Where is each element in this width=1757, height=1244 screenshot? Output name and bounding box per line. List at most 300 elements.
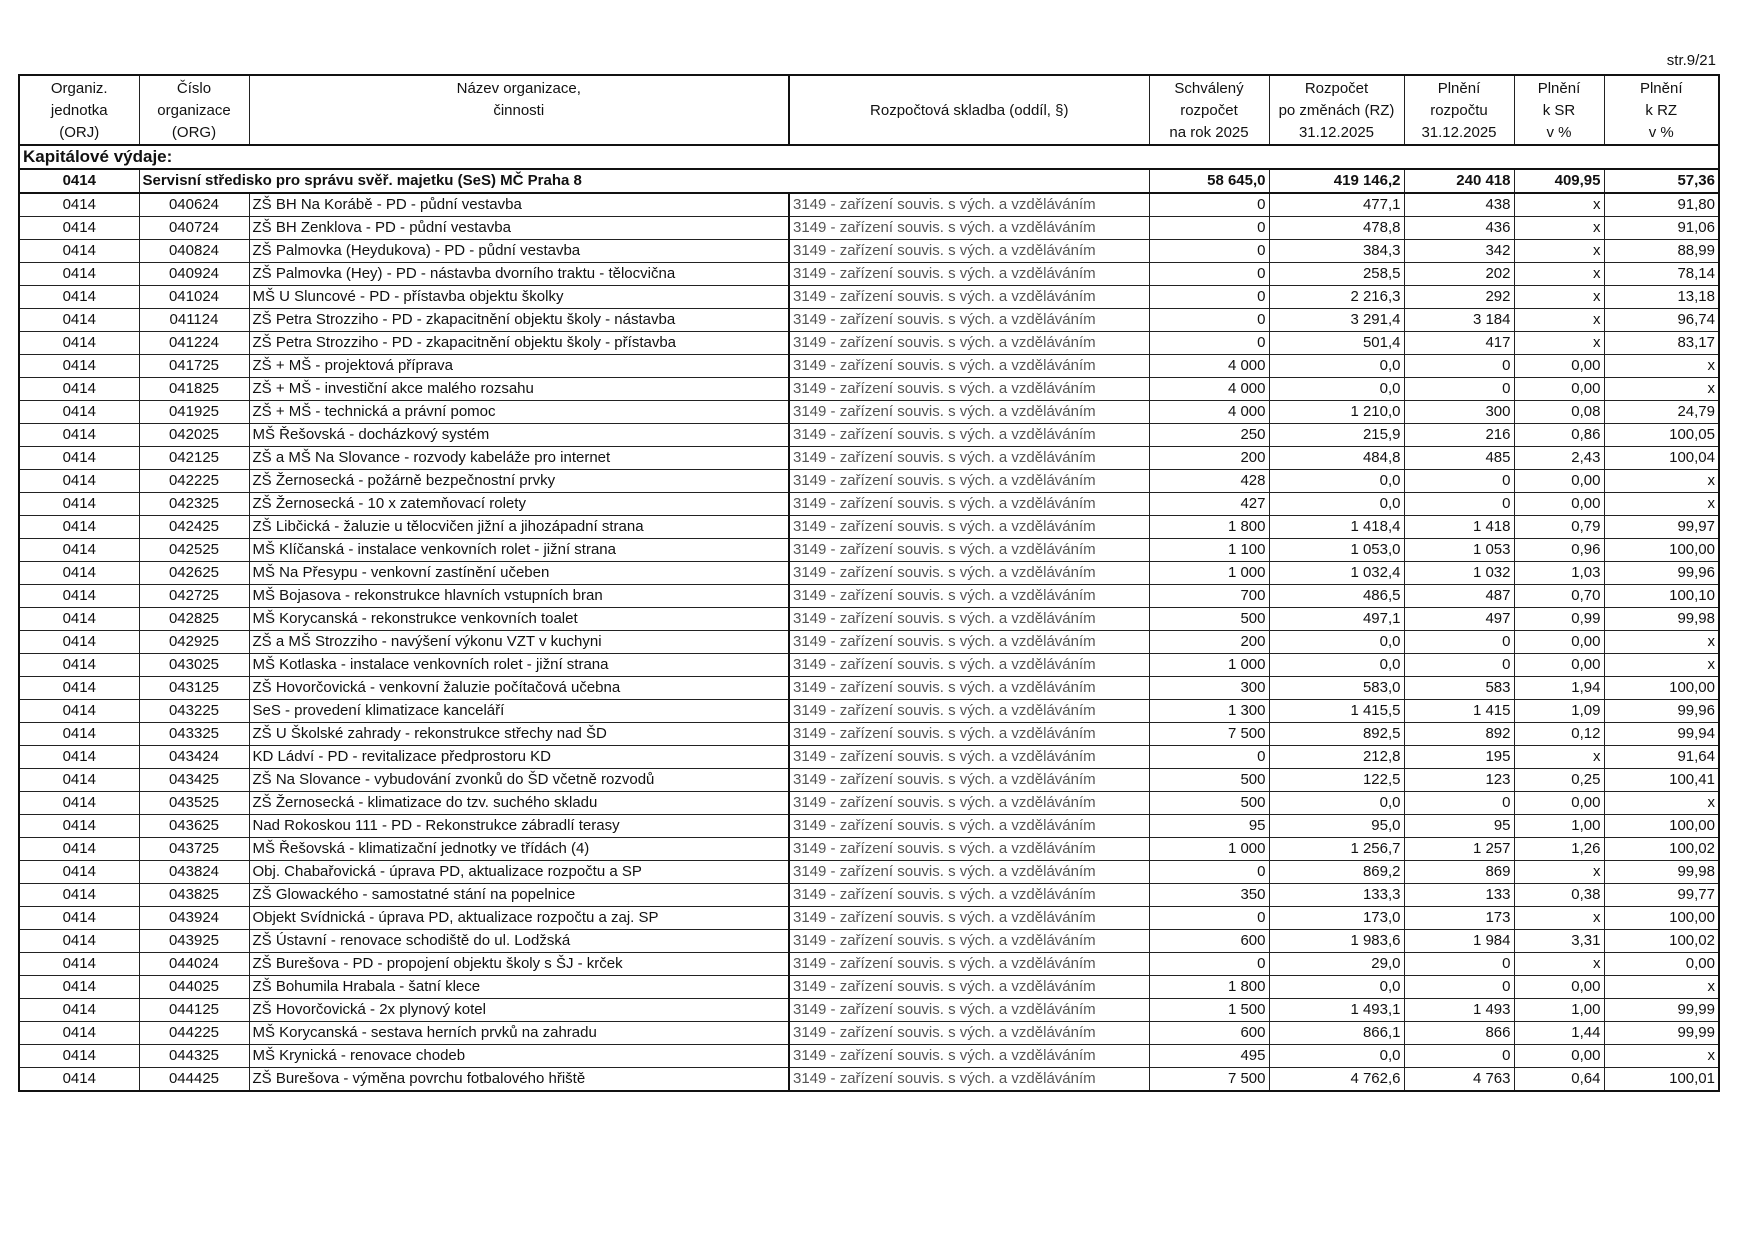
row-plneni-sr: x — [1514, 240, 1604, 263]
row-org: 042625 — [139, 562, 249, 585]
row-name: KD Ládví - PD - revitalizace předprostoru KD — [249, 746, 789, 769]
table-row — [19, 286, 1719, 309]
row-rozpoctova-skladba: 3149 - zařízení souvis. s vých. a vzděláváním — [789, 769, 1149, 792]
row-org: 040924 — [139, 263, 249, 286]
row-rz: 0,0 — [1269, 976, 1404, 999]
row-rozpoctova-skladba: 3149 - zařízení souvis. s vých. a vzděláváním — [789, 1022, 1149, 1045]
row-plneni-rz: 99,99 — [1604, 999, 1719, 1022]
row-orj: 0414 — [19, 654, 139, 677]
row-schvaleny: 0 — [1149, 240, 1269, 263]
row-rz: 1 415,5 — [1269, 700, 1404, 723]
row-org: 041024 — [139, 286, 249, 309]
table-row — [19, 562, 1719, 585]
row-name: MŠ Klíčanská - instalace venkovních rolet - jižní strana — [249, 539, 789, 562]
row-plneni: 0 — [1404, 792, 1514, 815]
row-name: ZŠ Ústavní - renovace schodiště do ul. Lodžská — [249, 930, 789, 953]
row-name: MŠ Řešovská - klimatizační jednotky ve třídách (4) — [249, 838, 789, 861]
row-plneni-sr: 0,96 — [1514, 539, 1604, 562]
row-schvaleny: 95 — [1149, 815, 1269, 838]
row-plneni-rz: 91,64 — [1604, 746, 1719, 769]
row-plneni: 0 — [1404, 953, 1514, 976]
row-rz: 0,0 — [1269, 631, 1404, 654]
row-name: ZŠ BH Na Korábě - PD - půdní vestavba — [249, 193, 789, 217]
row-org: 041825 — [139, 378, 249, 401]
row-plneni-sr: 0,00 — [1514, 493, 1604, 516]
row-plneni-sr: x — [1514, 217, 1604, 240]
row-org: 041725 — [139, 355, 249, 378]
header-rz: Rozpočet po změnách (RZ) 31.12.2025 — [1269, 75, 1404, 145]
row-plneni: 869 — [1404, 861, 1514, 884]
row-plneni: 342 — [1404, 240, 1514, 263]
row-plneni-rz: 78,14 — [1604, 263, 1719, 286]
row-schvaleny: 500 — [1149, 608, 1269, 631]
table-row — [19, 240, 1719, 263]
row-orj: 0414 — [19, 677, 139, 700]
row-name: ZŠ Petra Strozziho - PD - zkapacitnění objektu školy - přístavba — [249, 332, 789, 355]
row-name: ZŠ Libčická - žaluzie u tělocvičen jižní a jihozápadní strana — [249, 516, 789, 539]
row-plneni: 1 032 — [1404, 562, 1514, 585]
row-plneni: 4 763 — [1404, 1068, 1514, 1092]
row-plneni: 1 257 — [1404, 838, 1514, 861]
row-plneni-rz: 100,00 — [1604, 539, 1719, 562]
row-plneni-sr: 0,70 — [1514, 585, 1604, 608]
row-rozpoctova-skladba: 3149 - zařízení souvis. s vých. a vzděláváním — [789, 424, 1149, 447]
row-rozpoctova-skladba: 3149 - zařízení souvis. s vých. a vzděláváním — [789, 355, 1149, 378]
row-rz: 0,0 — [1269, 654, 1404, 677]
table-row — [19, 838, 1719, 861]
row-org: 042125 — [139, 447, 249, 470]
row-name: ZŠ Palmovka (Hey) - PD - nástavba dvorního traktu - tělocvična — [249, 263, 789, 286]
row-orj: 0414 — [19, 193, 139, 217]
row-schvaleny: 1 300 — [1149, 700, 1269, 723]
row-rozpoctova-skladba: 3149 - zařízení souvis. s vých. a vzděláváním — [789, 493, 1149, 516]
row-rz: 1 032,4 — [1269, 562, 1404, 585]
row-rz: 2 216,3 — [1269, 286, 1404, 309]
row-rozpoctova-skladba: 3149 - zařízení souvis. s vých. a vzděláváním — [789, 654, 1149, 677]
row-plneni-sr: 0,25 — [1514, 769, 1604, 792]
row-rz: 1 493,1 — [1269, 999, 1404, 1022]
row-org: 043424 — [139, 746, 249, 769]
row-plneni-rz: 99,94 — [1604, 723, 1719, 746]
row-orj: 0414 — [19, 723, 139, 746]
table-row — [19, 539, 1719, 562]
table-row — [19, 378, 1719, 401]
row-rozpoctova-skladba: 3149 - zařízení souvis. s vých. a vzděláváním — [789, 263, 1149, 286]
row-plneni: 892 — [1404, 723, 1514, 746]
row-schvaleny: 0 — [1149, 746, 1269, 769]
row-rozpoctova-skladba: 3149 - zařízení souvis. s vých. a vzděláváním — [789, 286, 1149, 309]
row-plneni: 173 — [1404, 907, 1514, 930]
row-rozpoctova-skladba: 3149 - zařízení souvis. s vých. a vzděláváním — [789, 677, 1149, 700]
row-org: 043325 — [139, 723, 249, 746]
org-schvaleny: 58 645,0 — [1149, 169, 1269, 193]
row-schvaleny: 7 500 — [1149, 1068, 1269, 1092]
section-title-row — [19, 145, 1719, 169]
row-org: 042425 — [139, 516, 249, 539]
row-rz: 1 053,0 — [1269, 539, 1404, 562]
row-rz: 0,0 — [1269, 378, 1404, 401]
row-orj: 0414 — [19, 838, 139, 861]
row-schvaleny: 1 800 — [1149, 516, 1269, 539]
row-plneni-sr: 1,44 — [1514, 1022, 1604, 1045]
row-rozpoctova-skladba: 3149 - zařízení souvis. s vých. a vzděláváním — [789, 608, 1149, 631]
row-name: ZŠ Palmovka (Heydukova) - PD - půdní vestavba — [249, 240, 789, 263]
row-plneni-rz: 99,96 — [1604, 562, 1719, 585]
row-schvaleny: 1 800 — [1149, 976, 1269, 999]
row-orj: 0414 — [19, 861, 139, 884]
row-name: ZŠ a MŠ Strozziho - navýšení výkonu VZT v kuchyni — [249, 631, 789, 654]
row-rozpoctova-skladba: 3149 - zařízení souvis. s vých. a vzděláváním — [789, 999, 1149, 1022]
row-plneni-rz: 100,41 — [1604, 769, 1719, 792]
row-rozpoctova-skladba: 3149 - zařízení souvis. s vých. a vzděláváním — [789, 562, 1149, 585]
table-row — [19, 769, 1719, 792]
header-plneni: Plnění rozpočtu 31.12.2025 — [1404, 75, 1514, 145]
row-plneni: 0 — [1404, 378, 1514, 401]
row-rozpoctova-skladba: 3149 - zařízení souvis. s vých. a vzděláváním — [789, 217, 1149, 240]
row-plneni-sr: x — [1514, 193, 1604, 217]
row-name: Objekt Svídnická - úprava PD, aktualizace rozpočtu a zaj. SP — [249, 907, 789, 930]
row-orj: 0414 — [19, 401, 139, 424]
row-plneni: 497 — [1404, 608, 1514, 631]
row-rz: 892,5 — [1269, 723, 1404, 746]
row-name: MŠ Řešovská - docházkový systém — [249, 424, 789, 447]
row-orj: 0414 — [19, 700, 139, 723]
row-plneni: 0 — [1404, 355, 1514, 378]
row-rozpoctova-skladba: 3149 - zařízení souvis. s vých. a vzděláváním — [789, 240, 1149, 263]
row-plneni-rz: x — [1604, 792, 1719, 815]
row-org: 043425 — [139, 769, 249, 792]
row-plneni-sr: 0,86 — [1514, 424, 1604, 447]
row-schvaleny: 0 — [1149, 861, 1269, 884]
row-name: ZŠ Glowackého - samostatné stání na popelnice — [249, 884, 789, 907]
row-rz: 866,1 — [1269, 1022, 1404, 1045]
row-plneni-rz: x — [1604, 654, 1719, 677]
row-orj: 0414 — [19, 539, 139, 562]
row-plneni-sr: x — [1514, 286, 1604, 309]
row-rz: 869,2 — [1269, 861, 1404, 884]
row-plneni-sr: 1,00 — [1514, 815, 1604, 838]
row-plneni: 866 — [1404, 1022, 1514, 1045]
row-rozpoctova-skladba: 3149 - zařízení souvis. s vých. a vzděláváním — [789, 401, 1149, 424]
table-row — [19, 493, 1719, 516]
row-name: ZŠ Burešova - výměna povrchu fotbalového hřiště — [249, 1068, 789, 1092]
row-rz: 484,8 — [1269, 447, 1404, 470]
row-name: Obj. Chabařovická - úprava PD, aktualizace rozpočtu a SP — [249, 861, 789, 884]
row-name: ZŠ + MŠ - projektová příprava — [249, 355, 789, 378]
row-rz: 501,4 — [1269, 332, 1404, 355]
row-plneni-rz: x — [1604, 493, 1719, 516]
table-row — [19, 723, 1719, 746]
row-rz: 384,3 — [1269, 240, 1404, 263]
table-row — [19, 424, 1719, 447]
row-plneni-rz: 100,02 — [1604, 838, 1719, 861]
row-plneni-rz: x — [1604, 1045, 1719, 1068]
row-plneni-rz: 0,00 — [1604, 953, 1719, 976]
row-plneni: 292 — [1404, 286, 1514, 309]
row-rozpoctova-skladba: 3149 - zařízení souvis. s vých. a vzděláváním — [789, 1045, 1149, 1068]
header-rozpoctova-skladba: Rozpočtová skladba (oddíl, §) — [789, 75, 1149, 145]
table-row — [19, 746, 1719, 769]
row-schvaleny: 300 — [1149, 677, 1269, 700]
row-plneni-rz: 13,18 — [1604, 286, 1719, 309]
row-plneni-sr: 1,09 — [1514, 700, 1604, 723]
row-rz: 29,0 — [1269, 953, 1404, 976]
row-schvaleny: 0 — [1149, 332, 1269, 355]
row-orj: 0414 — [19, 447, 139, 470]
row-plneni-rz: x — [1604, 378, 1719, 401]
row-schvaleny: 0 — [1149, 286, 1269, 309]
row-schvaleny: 1 000 — [1149, 562, 1269, 585]
row-plneni-sr: 0,64 — [1514, 1068, 1604, 1092]
row-name: ZŠ Hovorčovická - 2x plynový kotel — [249, 999, 789, 1022]
row-plneni-rz: x — [1604, 470, 1719, 493]
row-orj: 0414 — [19, 884, 139, 907]
row-schvaleny: 350 — [1149, 884, 1269, 907]
row-rozpoctova-skladba: 3149 - zařízení souvis. s vých. a vzděláváním — [789, 838, 1149, 861]
row-orj: 0414 — [19, 1045, 139, 1068]
row-name: ZŠ a MŠ Na Slovance - rozvody kabeláže pro internet — [249, 447, 789, 470]
row-orj: 0414 — [19, 240, 139, 263]
row-orj: 0414 — [19, 332, 139, 355]
row-rozpoctova-skladba: 3149 - zařízení souvis. s vých. a vzděláváním — [789, 976, 1149, 999]
row-rozpoctova-skladba: 3149 - zařízení souvis. s vých. a vzděláváním — [789, 953, 1149, 976]
row-schvaleny: 4 000 — [1149, 401, 1269, 424]
row-plneni-sr: 0,08 — [1514, 401, 1604, 424]
row-schvaleny: 7 500 — [1149, 723, 1269, 746]
row-plneni-sr: 0,00 — [1514, 631, 1604, 654]
row-rozpoctova-skladba: 3149 - zařízení souvis. s vých. a vzděláváním — [789, 884, 1149, 907]
row-rz: 497,1 — [1269, 608, 1404, 631]
row-plneni-rz: 99,98 — [1604, 608, 1719, 631]
row-schvaleny: 200 — [1149, 631, 1269, 654]
org-plneni: 240 418 — [1404, 169, 1514, 193]
row-plneni: 0 — [1404, 470, 1514, 493]
table-row — [19, 861, 1719, 884]
page-number: str.9/21 — [1666, 52, 1716, 69]
row-orj: 0414 — [19, 608, 139, 631]
row-rozpoctova-skladba: 3149 - zařízení souvis. s vých. a vzděláváním — [789, 1068, 1149, 1092]
row-orj: 0414 — [19, 516, 139, 539]
row-org: 042725 — [139, 585, 249, 608]
row-rz: 95,0 — [1269, 815, 1404, 838]
row-plneni: 436 — [1404, 217, 1514, 240]
row-plneni-rz: 100,02 — [1604, 930, 1719, 953]
row-schvaleny: 200 — [1149, 447, 1269, 470]
row-plneni: 487 — [1404, 585, 1514, 608]
row-plneni-sr: 0,00 — [1514, 654, 1604, 677]
table-row — [19, 332, 1719, 355]
row-rozpoctova-skladba: 3149 - zařízení souvis. s vých. a vzděláváním — [789, 447, 1149, 470]
table-row — [19, 700, 1719, 723]
row-name: MŠ Krynická - renovace chodeb — [249, 1045, 789, 1068]
row-org: 042825 — [139, 608, 249, 631]
row-rz: 0,0 — [1269, 792, 1404, 815]
table-row — [19, 401, 1719, 424]
table-row — [19, 930, 1719, 953]
section-title: Kapitálové výdaje: — [19, 145, 1719, 169]
row-name: MŠ Bojasova - rekonstrukce hlavních vstupních bran — [249, 585, 789, 608]
row-plneni: 0 — [1404, 631, 1514, 654]
row-name: ZŠ + MŠ - technická a právní pomoc — [249, 401, 789, 424]
row-orj: 0414 — [19, 424, 139, 447]
row-plneni: 1 053 — [1404, 539, 1514, 562]
row-plneni: 202 — [1404, 263, 1514, 286]
row-rz: 122,5 — [1269, 769, 1404, 792]
table-row — [19, 953, 1719, 976]
row-orj: 0414 — [19, 953, 139, 976]
row-plneni: 1 418 — [1404, 516, 1514, 539]
row-schvaleny: 0 — [1149, 953, 1269, 976]
row-plneni-sr: 1,03 — [1514, 562, 1604, 585]
row-plneni: 0 — [1404, 493, 1514, 516]
row-org: 042225 — [139, 470, 249, 493]
row-name: MŠ Korycanská - sestava herních prvků na zahradu — [249, 1022, 789, 1045]
row-org: 044024 — [139, 953, 249, 976]
org-rz: 419 146,2 — [1269, 169, 1404, 193]
row-orj: 0414 — [19, 999, 139, 1022]
row-orj: 0414 — [19, 217, 139, 240]
table-row — [19, 884, 1719, 907]
row-schvaleny: 495 — [1149, 1045, 1269, 1068]
row-orj: 0414 — [19, 1068, 139, 1092]
organization-summary-row — [19, 169, 1719, 193]
row-plneni: 417 — [1404, 332, 1514, 355]
header-schvaleny: Schválený rozpočet na rok 2025 — [1149, 75, 1269, 145]
header-name: Název organizace, činnosti — [249, 75, 789, 145]
row-rz: 0,0 — [1269, 355, 1404, 378]
table-row — [19, 677, 1719, 700]
row-plneni-sr: 0,00 — [1514, 470, 1604, 493]
row-org: 041925 — [139, 401, 249, 424]
row-rozpoctova-skladba: 3149 - zařízení souvis. s vých. a vzděláváním — [789, 332, 1149, 355]
table-row — [19, 999, 1719, 1022]
row-org: 043825 — [139, 884, 249, 907]
row-name: ZŠ Burešova - PD - propojení objektu školy s ŠJ - krček — [249, 953, 789, 976]
row-name: MŠ Korycanská - rekonstrukce venkovních toalet — [249, 608, 789, 631]
row-schvaleny: 428 — [1149, 470, 1269, 493]
row-rz: 1 256,7 — [1269, 838, 1404, 861]
row-plneni-sr: 0,12 — [1514, 723, 1604, 746]
row-orj: 0414 — [19, 930, 139, 953]
row-org: 041224 — [139, 332, 249, 355]
row-rozpoctova-skladba: 3149 - zařízení souvis. s vých. a vzděláváním — [789, 585, 1149, 608]
row-plneni-rz: 99,77 — [1604, 884, 1719, 907]
row-plneni-rz: 100,01 — [1604, 1068, 1719, 1092]
row-rz: 173,0 — [1269, 907, 1404, 930]
row-rz: 215,9 — [1269, 424, 1404, 447]
row-plneni-rz: 91,80 — [1604, 193, 1719, 217]
org-orj: 0414 — [19, 169, 139, 193]
row-plneni-sr: 2,43 — [1514, 447, 1604, 470]
row-name: ZŠ Žernosecká - požárně bezpečnostní prvky — [249, 470, 789, 493]
row-plneni-rz: 100,05 — [1604, 424, 1719, 447]
row-schvaleny: 700 — [1149, 585, 1269, 608]
row-org: 042525 — [139, 539, 249, 562]
row-schvaleny: 0 — [1149, 217, 1269, 240]
row-rz: 212,8 — [1269, 746, 1404, 769]
row-org: 041124 — [139, 309, 249, 332]
row-org: 040824 — [139, 240, 249, 263]
row-orj: 0414 — [19, 815, 139, 838]
row-org: 042025 — [139, 424, 249, 447]
table-row — [19, 907, 1719, 930]
row-plneni-rz: 99,99 — [1604, 1022, 1719, 1045]
row-plneni: 438 — [1404, 193, 1514, 217]
row-name: ZŠ Hovorčovická - venkovní žaluzie počítačová učebna — [249, 677, 789, 700]
row-name: ZŠ + MŠ - investiční akce malého rozsahu — [249, 378, 789, 401]
row-rozpoctova-skladba: 3149 - zařízení souvis. s vých. a vzděláváním — [789, 378, 1149, 401]
table-row — [19, 516, 1719, 539]
row-rozpoctova-skladba: 3149 - zařízení souvis. s vých. a vzděláváním — [789, 815, 1149, 838]
row-org: 044225 — [139, 1022, 249, 1045]
row-schvaleny: 0 — [1149, 263, 1269, 286]
table-row — [19, 792, 1719, 815]
row-name: ZŠ Bohumila Hrabala - šatní klece — [249, 976, 789, 999]
table-row — [19, 815, 1719, 838]
table-row — [19, 654, 1719, 677]
row-rz: 1 210,0 — [1269, 401, 1404, 424]
row-plneni-sr: x — [1514, 861, 1604, 884]
row-org: 044325 — [139, 1045, 249, 1068]
row-schvaleny: 4 000 — [1149, 355, 1269, 378]
row-plneni: 3 184 — [1404, 309, 1514, 332]
row-rz: 486,5 — [1269, 585, 1404, 608]
row-plneni-sr: x — [1514, 309, 1604, 332]
table-header-row — [19, 75, 1719, 145]
row-rozpoctova-skladba: 3149 - zařízení souvis. s vých. a vzděláváním — [789, 907, 1149, 930]
row-name: ZŠ Žernosecká - 10 x zatemňovací rolety — [249, 493, 789, 516]
row-name: MŠ U Sluncové - PD - přístavba objektu školky — [249, 286, 789, 309]
row-plneni-sr: 0,00 — [1514, 792, 1604, 815]
row-plneni-sr: 0,00 — [1514, 976, 1604, 999]
row-org: 043824 — [139, 861, 249, 884]
row-schvaleny: 600 — [1149, 930, 1269, 953]
row-plneni-rz: 100,04 — [1604, 447, 1719, 470]
row-name: ZŠ Na Slovance - vybudování zvonků do ŠD včetně rozvodů — [249, 769, 789, 792]
row-plneni-sr: 0,00 — [1514, 355, 1604, 378]
table-row — [19, 976, 1719, 999]
row-rozpoctova-skladba: 3149 - zařízení souvis. s vých. a vzděláváním — [789, 723, 1149, 746]
row-plneni-sr: x — [1514, 953, 1604, 976]
row-plneni-sr: x — [1514, 746, 1604, 769]
row-plneni: 300 — [1404, 401, 1514, 424]
row-plneni-sr: 0,00 — [1514, 1045, 1604, 1068]
header-orj: Organiz. jednotka (ORJ) — [19, 75, 139, 145]
row-org: 043625 — [139, 815, 249, 838]
row-plneni: 485 — [1404, 447, 1514, 470]
row-plneni-rz: 100,00 — [1604, 677, 1719, 700]
row-plneni-rz: x — [1604, 355, 1719, 378]
header-org: Číslo organizace (ORG) — [139, 75, 249, 145]
row-rz: 477,1 — [1269, 193, 1404, 217]
row-schvaleny: 0 — [1149, 193, 1269, 217]
row-org: 043025 — [139, 654, 249, 677]
table-row — [19, 1068, 1719, 1092]
row-orj: 0414 — [19, 355, 139, 378]
row-plneni: 1 415 — [1404, 700, 1514, 723]
row-org: 040624 — [139, 193, 249, 217]
row-rz: 1 418,4 — [1269, 516, 1404, 539]
table-row — [19, 309, 1719, 332]
org-name: Servisní středisko pro správu svěř. majetku (SeS) MČ Praha 8 — [139, 169, 1149, 193]
row-plneni-rz: 91,06 — [1604, 217, 1719, 240]
row-plneni-sr: 1,00 — [1514, 999, 1604, 1022]
row-plneni-rz: 88,99 — [1604, 240, 1719, 263]
row-plneni-sr: 1,26 — [1514, 838, 1604, 861]
row-rz: 583,0 — [1269, 677, 1404, 700]
row-org: 043925 — [139, 930, 249, 953]
row-rz: 133,3 — [1269, 884, 1404, 907]
